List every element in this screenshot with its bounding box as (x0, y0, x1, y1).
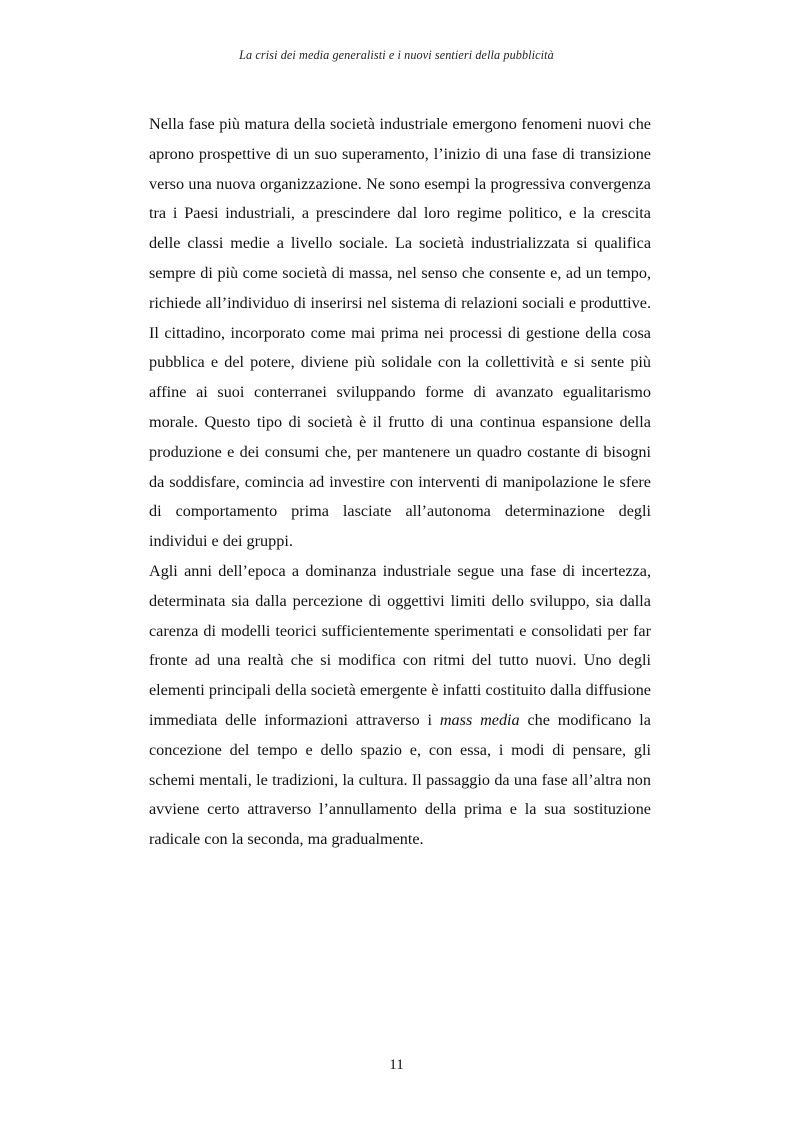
paragraph-2-text-before: Agli anni dell’epoca a dominanza industriale segue una fase di incertezza, determinata sia dalla percezione di oggettivi limiti dello sviluppo, sia dalla carenza di modelli teorici sufficientemente sperimentati e consolidati per far fronte ad una realtà che si modifica con ritmi del tutto nuovi. Uno degli elementi principali della società emergente è infatti costituito dalla diffusione immediata delle informazioni attraverso i (149, 561, 651, 729)
running-header: La crisi dei media generalisti e i nuovi sentieri della pubblicità (239, 48, 554, 62)
page-number: 11 (389, 1057, 404, 1073)
body-text (149, 110, 651, 855)
emphasis-mass-media: mass media (439, 710, 520, 729)
paragraph-2-text-after: che modificano la concezione del tempo e dello spazio e, con essa, i modi di pensare, gli schemi mentali, le tradizioni, la cultura. Il passaggio da una fase all’altra non avviene certo attraverso l’annullamento della prima e la sua sostituzione radicale con la seconda, ma gradualmente. (149, 710, 651, 849)
paragraph-2 (149, 557, 651, 855)
paragraph-1: Nella fase più matura della società industriale emergono fenomeni nuovi che aprono prospettive di un suo superamento, l’inizio di una fase di transizione verso una nuova organizzazione. Ne sono esempi la progressiva convergenza tra i Paesi industriali, a prescindere dal loro regime politico, e la crescita delle classi medie a livello sociale. La società industrializzata si qualifica sempre di più come società di massa, nel senso che consente e, ad un tempo, richiede all’individuo di inserirsi nel sistema di relazioni sociali e produttive. Il cittadino, incorporato come mai prima nei processi di gestione della cosa pubblica e del potere, diviene più solidale con la collettività e si sente più affine ai suoi conterranei sviluppando forme di avanzato egualitarismo morale. Questo tipo di società è il frutto di una continua espansione della produzione e dei consumi che, per mantenere un quadro costante di bisogni da soddisfare, comincia ad investire con interventi di manipolazione le sfere di comportamento prima lasciate all’autonoma determinazione degli individui e dei gruppi. (149, 115, 651, 551)
